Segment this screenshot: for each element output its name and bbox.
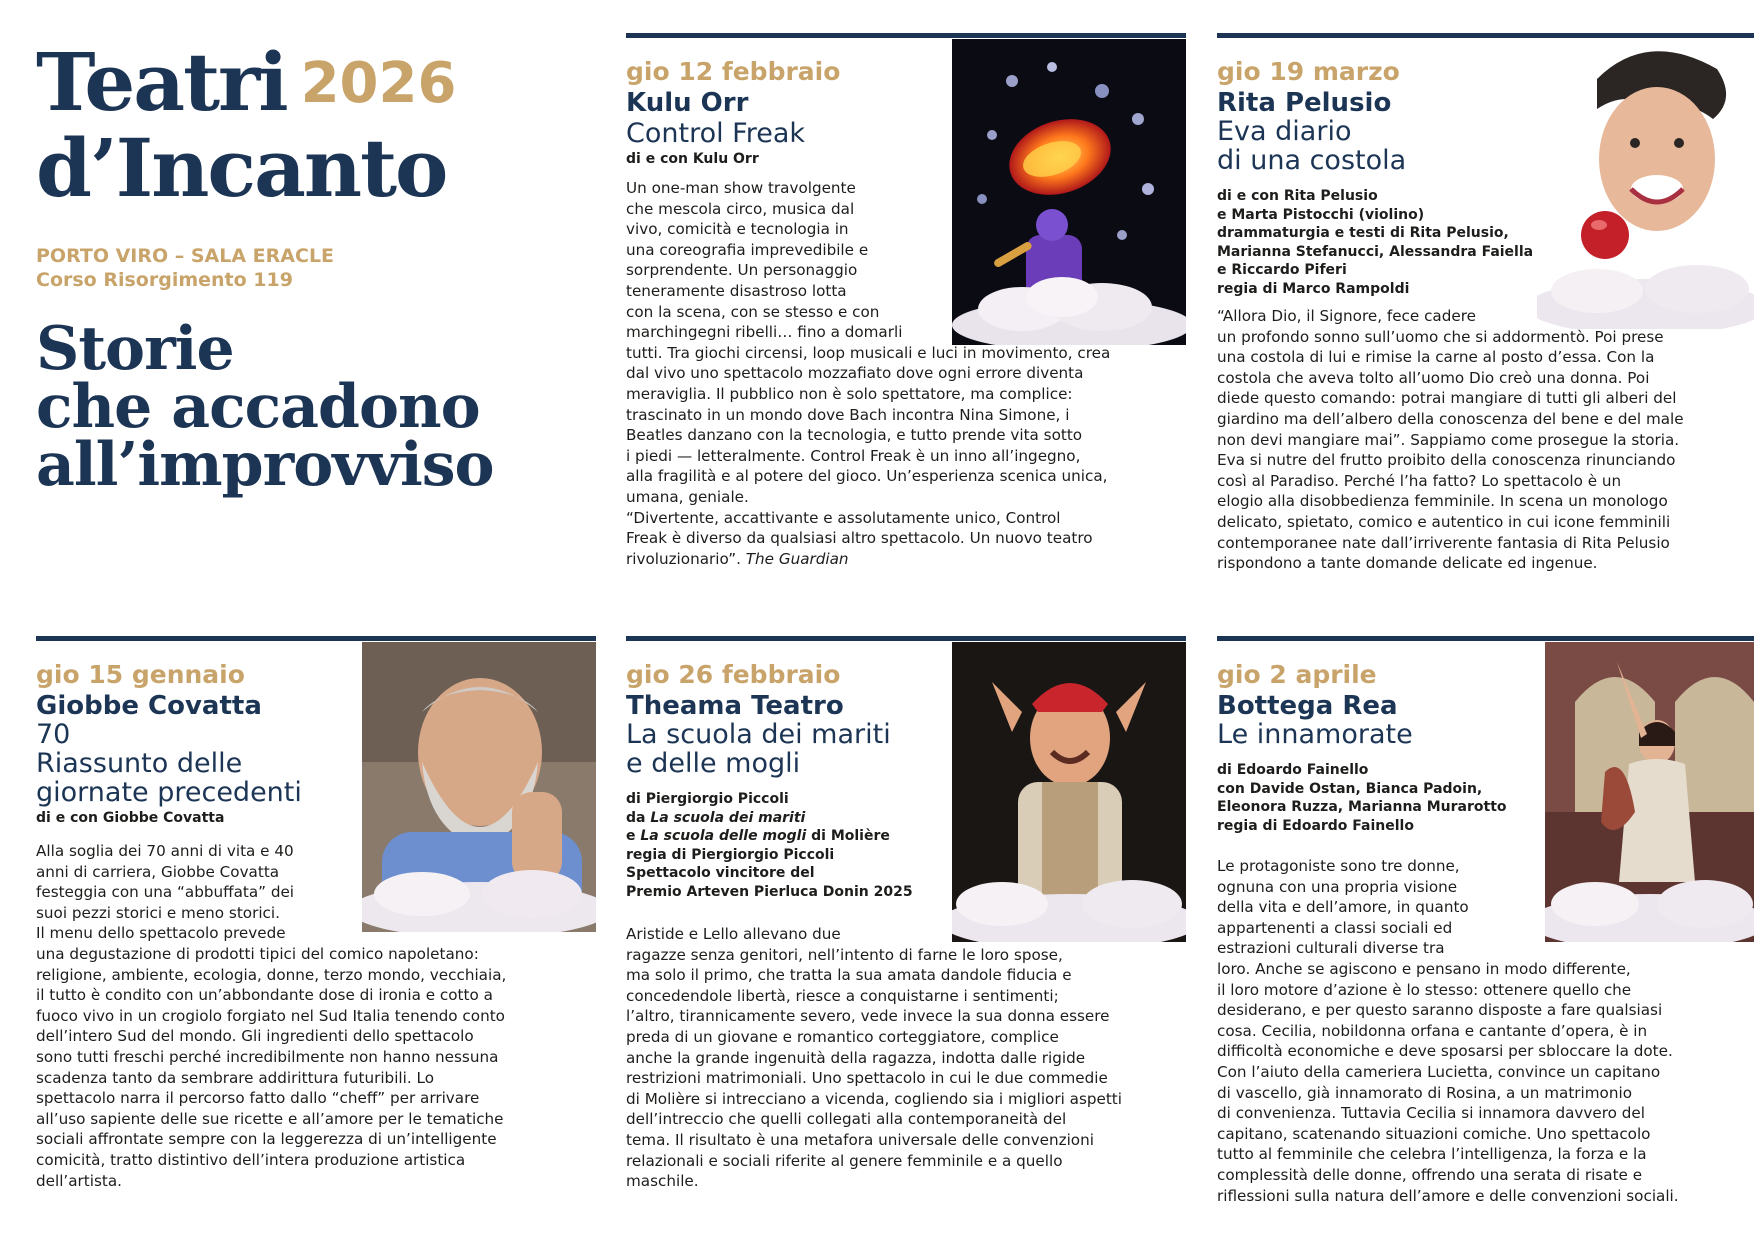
event-date: gio 2 aprile bbox=[1217, 660, 1377, 689]
desc-line: loro. Anche se agiscono e pensano in modo differente, bbox=[1217, 959, 1631, 978]
description-narrow bbox=[36, 841, 596, 944]
desc-line: di Molière si intrecciano a vicenda, cogliendo sia i migliori aspetti bbox=[626, 1089, 1122, 1108]
desc-line: Alla soglia dei 70 anni di vita e 40 bbox=[36, 842, 294, 860]
desc-line: religione, ambiente, ecologia, donne, terzo mondo, vecchiaia, bbox=[36, 965, 507, 984]
show-title-line: di una costola bbox=[1217, 145, 1407, 176]
event-description bbox=[626, 178, 1186, 569]
event-description bbox=[626, 924, 1186, 1192]
desc-line: della vita e dell’amore, in quanto bbox=[1217, 898, 1469, 917]
desc-line: preda di un giovane e romantico corteggiatore, complice bbox=[626, 1027, 1059, 1046]
desc-line: non devi mangiare mai”. Sappiamo come prosegue la storia. bbox=[1217, 430, 1680, 449]
desc-line: “Divertente, accattivante e assolutamente unico, Control bbox=[626, 508, 1061, 527]
event-show-title bbox=[1217, 117, 1547, 175]
event-card-rita-pelusio bbox=[1217, 33, 1754, 593]
credit-line: di e con Giobbe Covatta bbox=[36, 810, 225, 826]
event-credits bbox=[36, 809, 366, 828]
show-title-line: giornate precedenti bbox=[36, 777, 302, 808]
desc-line: desiderano, e per questo saranno disposte a fare qualsiasi bbox=[1217, 1001, 1663, 1020]
credit-line bbox=[626, 827, 956, 846]
desc-line: dal vivo uno spettacolo mozzafiato dove ogni errore diventa bbox=[626, 364, 1084, 383]
desc-line: alla fragilità e al potere del gioco. Un’esperienza scenica unica, bbox=[626, 467, 1108, 486]
desc-line: umana, geniale. bbox=[626, 487, 749, 506]
tagline-line: Storie bbox=[36, 314, 234, 384]
desc-line: contemporanee nate dall’irriverente fantasia di Rita Pelusio bbox=[1217, 533, 1670, 552]
desc-line: così al Paradiso. Perché l’ha fatto? Lo spettacolo è un bbox=[1217, 471, 1622, 490]
event-credits bbox=[1217, 187, 1547, 298]
section-rule bbox=[626, 636, 1186, 641]
event-performer: Bottega Rea bbox=[1217, 691, 1398, 721]
event-date: gio 19 marzo bbox=[1217, 57, 1400, 86]
credit-line: regia di Marco Rampoldi bbox=[1217, 280, 1410, 297]
event-performer: Giobbe Covatta bbox=[36, 691, 262, 721]
desc-line: dell’intreccio che quelli collegati alla contemporaneità del bbox=[626, 1110, 1067, 1129]
desc-line: i piedi — letteralmente. Control Freak è un inno all’ingegno, bbox=[626, 446, 1081, 465]
credit-line bbox=[626, 809, 956, 828]
event-date: gio 12 febbraio bbox=[626, 57, 841, 86]
desc-line: anni di carriera, Giobbe Covatta bbox=[36, 862, 280, 881]
credit-line: Marianna Stefanucci, Alessandra Faiella bbox=[1217, 243, 1534, 260]
credit-prefix: e bbox=[626, 828, 636, 844]
venue bbox=[36, 244, 596, 292]
section-rule bbox=[1217, 636, 1754, 641]
desc-line: festeggia con una “abbuffata” dei bbox=[36, 883, 295, 902]
festival-title-word-teatri: Teatri bbox=[36, 35, 287, 129]
credit-line: Eleonora Ruzza, Marianna Murarotto bbox=[1217, 799, 1507, 815]
venue-name: PORTO VIRO – SALA ERACLE bbox=[36, 245, 335, 267]
desc-line: tutti. Tra giochi circensi, loop musicali e luci in movimento, crea bbox=[626, 343, 1111, 362]
desc-line: “Allora Dio, il Signore, fece cadere bbox=[1217, 307, 1476, 325]
show-title-line: e delle mogli bbox=[626, 748, 801, 779]
event-performer: Kulu Orr bbox=[626, 88, 749, 118]
show-title-line: Eva diario bbox=[1217, 116, 1352, 147]
credit-line: di e con Kulu Orr bbox=[626, 151, 759, 167]
event-show-title: Control Freak bbox=[626, 118, 806, 149]
desc-line: una costola di lui e rimise la carne al posto d’essa. Con la bbox=[1217, 348, 1655, 367]
quote-text: rivoluzionario”. bbox=[626, 549, 741, 568]
credit-prefix: da bbox=[626, 809, 646, 826]
credit-line: Premio Arteven Pierluca Donin 2025 bbox=[626, 883, 913, 900]
event-photo-rita-pelusio bbox=[1537, 39, 1754, 329]
desc-line: estrazioni culturali diverse tra bbox=[1217, 939, 1445, 958]
credit-line: e Marta Pistocchi (violino) bbox=[1217, 206, 1425, 223]
desc-line: fuoco vivo in un crogiolo forgiato nel Sud Italia tenendo conto bbox=[36, 1006, 505, 1025]
desc-line: il loro motore d’azione è lo stesso: ottenere quello che bbox=[1217, 980, 1632, 999]
event-date: gio 26 febbraio bbox=[626, 660, 841, 689]
quote-source: The Guardian bbox=[745, 549, 849, 568]
description-narrow bbox=[626, 178, 1186, 343]
event-performer: Rita Pelusio bbox=[1217, 88, 1392, 118]
event-performer: Theama Teatro bbox=[626, 691, 844, 721]
desc-line: di vascello, già innamorato di Rosina, a un matrimonio bbox=[1217, 1083, 1632, 1102]
desc-line: Il menu dello spettacolo prevede bbox=[36, 924, 286, 943]
desc-line: una coreografia imprevedibile e bbox=[626, 240, 869, 259]
desc-line: cosa. Cecilia, nobildonna orfana e cantante d’opera, è in bbox=[1217, 1021, 1648, 1040]
venue-address: Corso Risorgimento 119 bbox=[36, 269, 293, 291]
desc-line: spettacolo narra il percorso fatto dallo “cheff” per arrivare bbox=[36, 1089, 480, 1108]
desc-line: maschile. bbox=[626, 1172, 699, 1191]
desc-line: tema. Il risultato è una metafora universale delle convenzioni bbox=[626, 1130, 1094, 1149]
desc-line: Aristide e Lello allevano due bbox=[626, 925, 841, 943]
desc-line: tutto al femminile che celebra l’intelligenza, la forza e la bbox=[1217, 1145, 1647, 1164]
credit-line: con Davide Ostan, Bianca Padoin, bbox=[1217, 780, 1483, 797]
desc-line: Eva si nutre del frutto proibito della conoscenza rinunciando bbox=[1217, 451, 1676, 470]
desc-line: appartenenti a classi sociali ed bbox=[1217, 918, 1453, 937]
event-card-kulu-orr bbox=[626, 33, 1186, 593]
desc-line: teneramente disastroso lotta bbox=[626, 281, 847, 300]
desc-line: sono tutti freschi perché incredibilmente non hanno nessuna bbox=[36, 1047, 499, 1066]
desc-line: Con l’aiuto della cameriera Lucietta, convince un capitano bbox=[1217, 1062, 1661, 1081]
desc-line: marchingegni ribelli… fino a domarli bbox=[626, 323, 903, 342]
credit-title: La scuola dei mariti bbox=[650, 809, 806, 826]
desc-line: all’uso sapiente delle sue ricette e all’amore per le tematiche bbox=[36, 1109, 504, 1128]
desc-line: ognuna con una propria visione bbox=[1217, 877, 1458, 896]
desc-line: il tutto è condito con un’abbondante dose di ironia e cotto a bbox=[36, 986, 493, 1005]
desc-line: elogio alla disobbedienza femminile. In scena un monologo bbox=[1217, 492, 1668, 511]
credit-line: di Piergiorgio Piccoli bbox=[626, 791, 789, 807]
desc-line: dell’intero Sud del mondo. Gli ingredienti dello spettacolo bbox=[36, 1027, 474, 1046]
desc-line: relazionali e sociali riferite al genere femminile e a quello bbox=[626, 1151, 1063, 1170]
section-rule bbox=[36, 636, 596, 641]
desc-line: Le protagoniste sono tre donne, bbox=[1217, 857, 1460, 875]
event-photo-theama-teatro bbox=[952, 642, 1186, 942]
desc-line: l’altro, tirannicamente severo, vede invece la sua donna essere bbox=[626, 1007, 1110, 1026]
credit-line: regia di Piergiorgio Piccoli bbox=[626, 846, 835, 863]
desc-line: anche la grande ingenuità della ragazza, indotta dalle rigide bbox=[626, 1048, 1086, 1067]
credit-line: drammaturgia e testi di Rita Pelusio, bbox=[1217, 225, 1509, 241]
show-title-line: 70 bbox=[36, 719, 71, 750]
masthead bbox=[36, 35, 596, 500]
event-credits bbox=[1217, 761, 1547, 835]
credit-line: di Edoardo Fainello bbox=[1217, 762, 1369, 778]
desc-line: difficoltà economiche e deve sposarsi per sbloccare la dote. bbox=[1217, 1042, 1673, 1061]
desc-line: Un one-man show travolgente bbox=[626, 179, 856, 197]
tagline-line: all’improvviso bbox=[36, 430, 494, 500]
desc-line: rispondono a tante domande delicate ed ingenue. bbox=[1217, 554, 1598, 573]
festival-title-line1 bbox=[36, 35, 596, 129]
event-credits bbox=[626, 150, 946, 169]
desc-line: sorprendente. Un personaggio bbox=[626, 261, 858, 280]
credit-line: di e con Rita Pelusio bbox=[1217, 188, 1378, 204]
desc-line: restrizioni matrimoniali. Uno spettacolo in cui le due commedie bbox=[626, 1069, 1108, 1088]
tagline-line: che accadono bbox=[36, 372, 480, 442]
desc-line: vivo, comicità e tecnologia in bbox=[626, 220, 849, 239]
desc-line: che mescola circo, musica dal bbox=[626, 199, 855, 218]
desc-line: Freak è diverso da qualsiasi altro spettacolo. Un nuovo teatro bbox=[626, 529, 1093, 548]
event-description bbox=[36, 841, 596, 1191]
desc-line: con la scena, con se stesso e con bbox=[626, 302, 880, 321]
desc-line-quote-end bbox=[626, 549, 1186, 570]
credit-suffix: di Molière bbox=[811, 828, 890, 844]
desc-line: complessità delle donne, offrendo una serata di risate e bbox=[1217, 1165, 1643, 1184]
show-title-line: La scuola dei mariti bbox=[626, 719, 891, 750]
section-rule bbox=[1217, 33, 1754, 38]
show-title-line: Riassunto delle bbox=[36, 748, 243, 779]
desc-line: riflessioni sulla natura dell’amore e delle convenzioni sociali. bbox=[1217, 1186, 1679, 1205]
festival-title-line2: d’Incanto bbox=[36, 121, 447, 215]
tagline bbox=[36, 314, 596, 500]
desc-line: Beatles danzano con la tecnologia, e tutto prende vita sotto bbox=[626, 426, 1083, 445]
desc-line: comicità, tratto distintivo dell’intera produzione artistica bbox=[36, 1150, 466, 1169]
description-wide bbox=[36, 944, 596, 1191]
desc-line: concedendole libertà, riesce a conquistarne i sentimenti; bbox=[626, 986, 1059, 1005]
desc-line: giardino ma dell’albero della conoscenza del bene e del male bbox=[1217, 409, 1684, 428]
description-wide bbox=[626, 343, 1186, 570]
desc-line: meraviglia. Il pubblico non è solo spettatore, ma complice: bbox=[626, 384, 1073, 403]
desc-line: ragazze senza genitori, nell’intento di farne le loro spose, bbox=[626, 945, 1063, 964]
festival-year: 2026 bbox=[300, 51, 457, 116]
desc-line: suoi pezzi storici e meno storici. bbox=[36, 903, 280, 922]
event-date: gio 15 gennaio bbox=[36, 660, 245, 689]
desc-line: capitano, scatenando situazioni comiche. Uno spettacolo bbox=[1217, 1124, 1651, 1143]
desc-line: un profondo sonno sull’uomo che si addormentò. Poi prese bbox=[1217, 327, 1664, 346]
desc-line: delicato, spietato, comico e autentico in cui icone femminili bbox=[1217, 512, 1671, 531]
section-rule bbox=[626, 33, 1186, 38]
event-show-title bbox=[36, 720, 366, 807]
desc-line: una degustazione di prodotti tipici del comico napoletano: bbox=[36, 944, 479, 963]
event-credits bbox=[626, 790, 956, 901]
credit-line: Spettacolo vincitore del bbox=[626, 865, 815, 881]
desc-line: scadenza tanto da sembrare addirittura futuribili. Lo bbox=[36, 1068, 434, 1087]
desc-line: sociali affrontate sempre con la leggerezza di un’intelligente bbox=[36, 1130, 497, 1149]
desc-line: diede questo comando: potrai mangiare di tutti gli alberi del bbox=[1217, 389, 1677, 408]
event-card-bottega-rea bbox=[1217, 636, 1754, 1226]
event-card-giobbe-covatta bbox=[36, 636, 596, 1226]
event-show-title bbox=[626, 720, 956, 778]
desc-line: costola che aveva tolto all’uomo Dio creò una donna. Poi bbox=[1217, 368, 1650, 387]
credit-line: regia di Edoardo Fainello bbox=[1217, 817, 1414, 834]
event-show-title: Le innamorate bbox=[1217, 719, 1413, 750]
event-card-theama-teatro bbox=[626, 636, 1186, 1226]
credit-line: e Riccardo Piferi bbox=[1217, 262, 1347, 278]
desc-line: dell’artista. bbox=[36, 1171, 122, 1190]
desc-line: ma solo il primo, che tratta la sua amata dandole fiducia e bbox=[626, 966, 1072, 985]
event-description bbox=[1217, 306, 1754, 574]
desc-line: di convenienza. Tuttavia Cecilia si innamora davvero del bbox=[1217, 1104, 1645, 1123]
desc-line: trascinato in un mondo dove Bach incontra Nina Simone, i bbox=[626, 405, 1070, 424]
event-description bbox=[1217, 856, 1754, 1206]
credit-title: La scuola delle mogli bbox=[640, 828, 807, 844]
